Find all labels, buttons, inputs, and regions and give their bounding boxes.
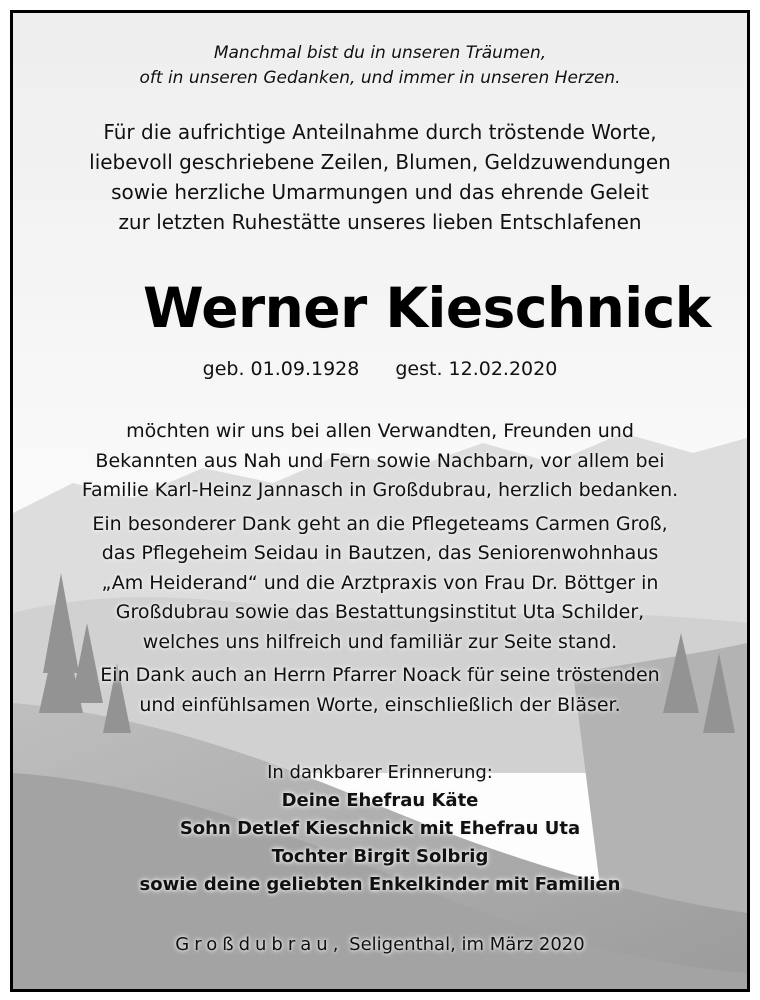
thanks-line: und einfühlsamen Worte, einschließlich der Bläser. [139, 693, 621, 716]
thanks-line: Großdubrau sowie das Bestattungsinstitut Uta Schilder, [115, 601, 645, 623]
thanks-line: Ein besonderer Dank geht an die Pflegeteams Carmen Groß, [92, 512, 668, 535]
thanks-line: „Am Heiderand“ und die Arztpraxis von Frau Dr. Böttger in [101, 571, 659, 594]
thanks-paragraph [13, 510, 747, 658]
signature-line: Tochter Birgit Solbrig [271, 846, 489, 867]
signature-line: Deine Ehefrau Käte [281, 790, 479, 811]
thanks-text [13, 417, 747, 720]
birth-date: geb. 01.09.1928 [202, 358, 360, 380]
place-date [13, 931, 747, 959]
signature-intro: In dankbarer Erinnerung: [267, 762, 493, 783]
intro-line: Für die aufrichtige Anteilnahme durch tröstende Worte, [103, 120, 657, 144]
death-date: gest. 12.02.2020 [395, 358, 558, 380]
intro-text [13, 117, 747, 237]
motto-line: oft in unseren Gedanken, und immer in unseren Herzen. [139, 68, 621, 88]
thanks-line: Bekannten aus Nah und Fern sowie Nachbarn, vor allem bei [95, 449, 665, 472]
motto [13, 41, 747, 91]
thanks-line: möchten wir uns bei allen Verwandten, Freunden und [126, 420, 634, 442]
thanks-line: Ein Dank auch an Herrn Pfarrer Noack für seine tröstenden [100, 664, 660, 686]
thanks-paragraph [13, 417, 747, 506]
intro-line: liebevoll geschriebene Zeilen, Blumen, Geldzuwendungen [89, 150, 671, 174]
motto-line: Manchmal bist du in unseren Träumen, [213, 43, 547, 63]
thanks-line: welches uns hilfreich und familiär zur Seite stand. [142, 630, 618, 653]
intro-line: zur letzten Ruhestätte unseres lieben Entschlafenen [118, 210, 642, 234]
thanks-line: Familie Karl-Heinz Jannasch in Großdubrau, herzlich bedanken. [81, 479, 679, 501]
deceased-name: Werner Kieschnick [143, 276, 711, 340]
obituary-frame [10, 10, 750, 992]
signature-block [13, 759, 747, 899]
place-town: Großdubrau, [175, 934, 344, 955]
intro-line: sowie herzliche Umarmungen und das ehrende Geleit [111, 180, 649, 204]
signature-line: sowie deine geliebten Enkelkinder mit Familien [139, 874, 621, 895]
signature-line: Sohn Detlef Kieschnick mit Ehefrau Uta [179, 818, 581, 839]
thanks-paragraph [13, 661, 747, 720]
place-rest: Seligenthal, im März 2020 [349, 934, 585, 955]
life-dates [13, 355, 747, 383]
thanks-line: das Pflegeheim Seidau in Bautzen, das Seniorenwohnhaus [101, 542, 659, 564]
obituary-content [13, 13, 747, 989]
